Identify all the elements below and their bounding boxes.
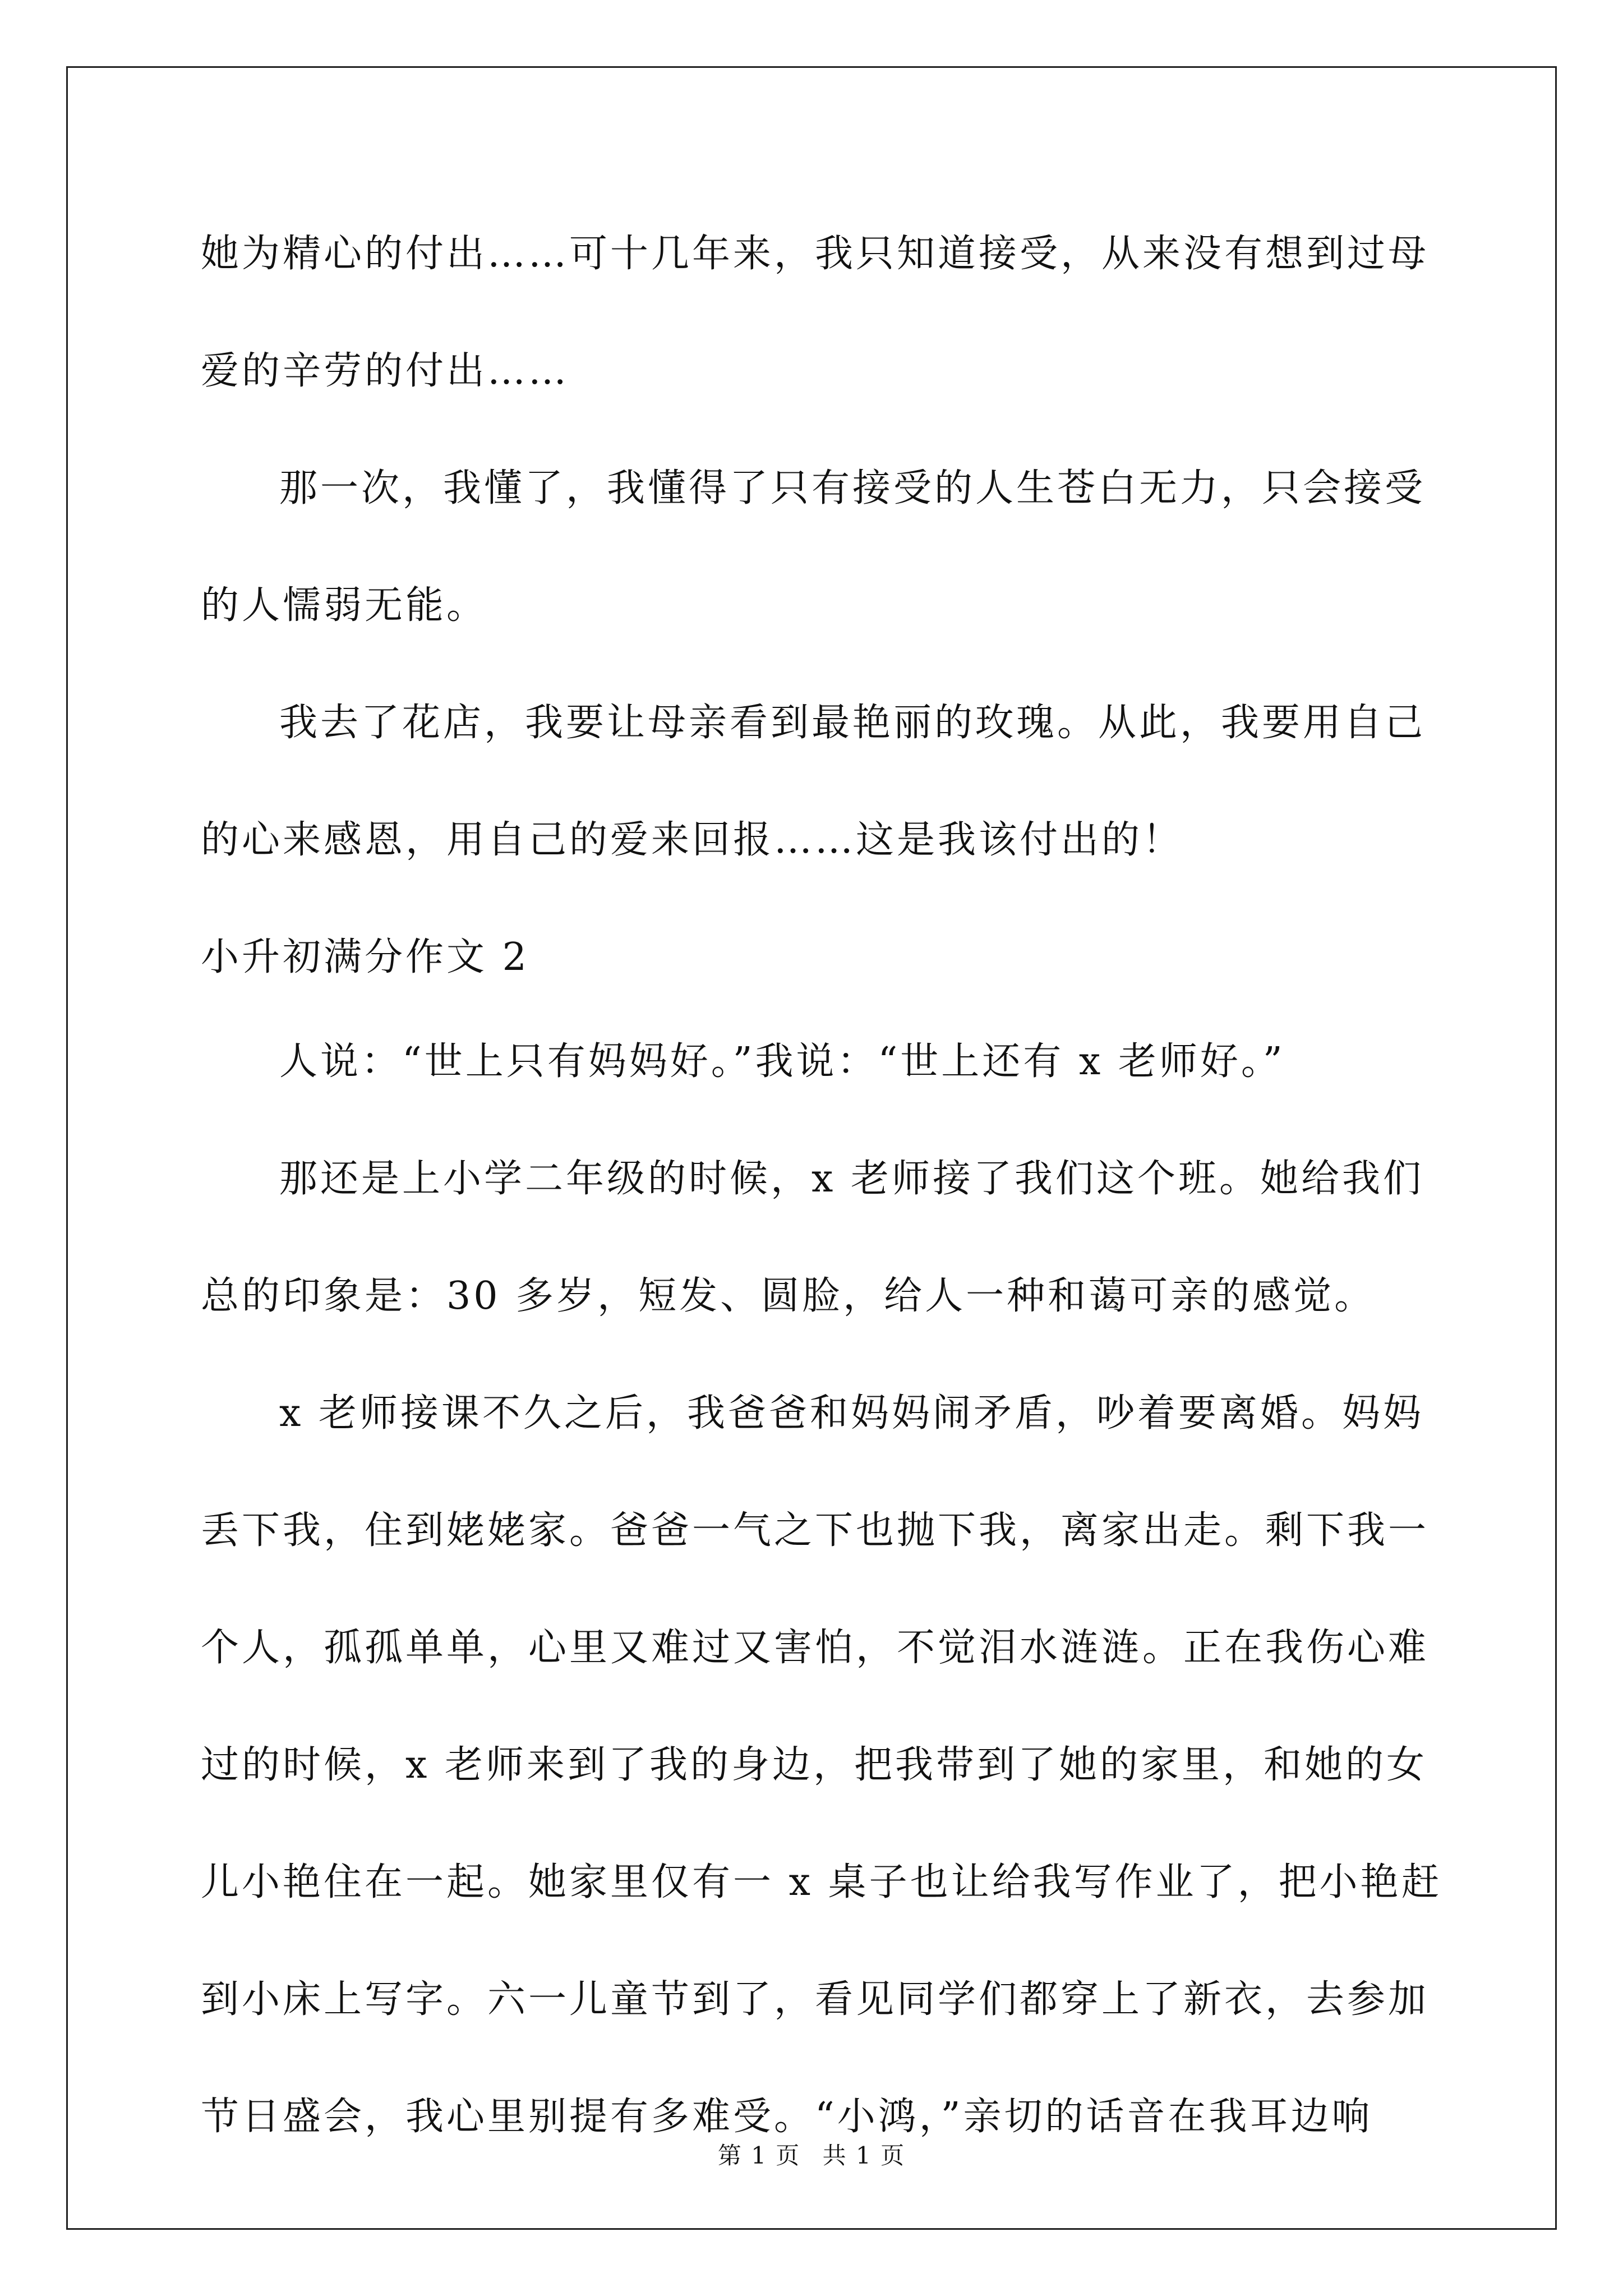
text-line: 个人，孤孤单单，心里又难过又害怕，不觉泪水涟涟。正在我伤心难 <box>201 1626 1430 1670</box>
text-line: 人说：“世上只有妈妈好。”我说：“世上还有 x 老师好。” <box>279 1039 1285 1084</box>
text-line: 那还是上小学二年级的时候，x 老师接了我们这个班。她给我们 <box>279 1157 1424 1201</box>
text-line: 节日盛会，我心里别提有多难受。“小鸿，”亲切的话音在我耳边响 <box>201 2095 1373 2139</box>
text-line: 的心来感恩，用自己的爱来回报……这是我该付出的！ <box>201 818 1184 862</box>
text-line: 她为精心的付出……可十几年来，我只知道接受，从来没有想到过母 <box>201 232 1430 276</box>
page-total: 共 1 页 <box>822 2142 906 2169</box>
document-body <box>201 212 1442 2192</box>
text-line: 儿小艳住在一起。她家里仅有一 x 桌子也让给我写作业了，把小艳赶 <box>201 1860 1442 1904</box>
page-footer <box>0 2137 1623 2171</box>
text-line: 到小床上写字。六一儿童节到了，看见同学们都穿上了新衣，去参加 <box>201 1977 1430 2022</box>
text-line: 的人懦弱无能。 <box>201 583 488 628</box>
text-line: x 老师接课不久之后，我爸爸和妈妈闹矛盾，吵着要离婚。妈妈 <box>279 1391 1424 1435</box>
page-number: 第 1 页 <box>717 2142 801 2169</box>
text-line: 过的时候，x 老师来到了我的身边，把我带到了她的家里，和她的女 <box>201 1743 1427 1787</box>
text-line: 丢下我，住到姥姥家。爸爸一气之下也抛下我，离家出走。剩下我一 <box>201 1508 1430 1553</box>
text-line: 我去了花店，我要让母亲看到最艳丽的玫瑰。从此，我要用自己 <box>279 701 1426 745</box>
text-line: 总的印象是：30 多岁，短发、圆脸，给人一种和蔼可亲的感觉。 <box>201 1274 1376 1318</box>
text-line: 那一次，我懂了，我懂得了只有接受的人生苍白无力，只会接受 <box>279 466 1426 510</box>
text-line: 爱的辛劳的付出…… <box>201 349 570 393</box>
section-title: 小升初满分作文 2 <box>201 935 529 979</box>
